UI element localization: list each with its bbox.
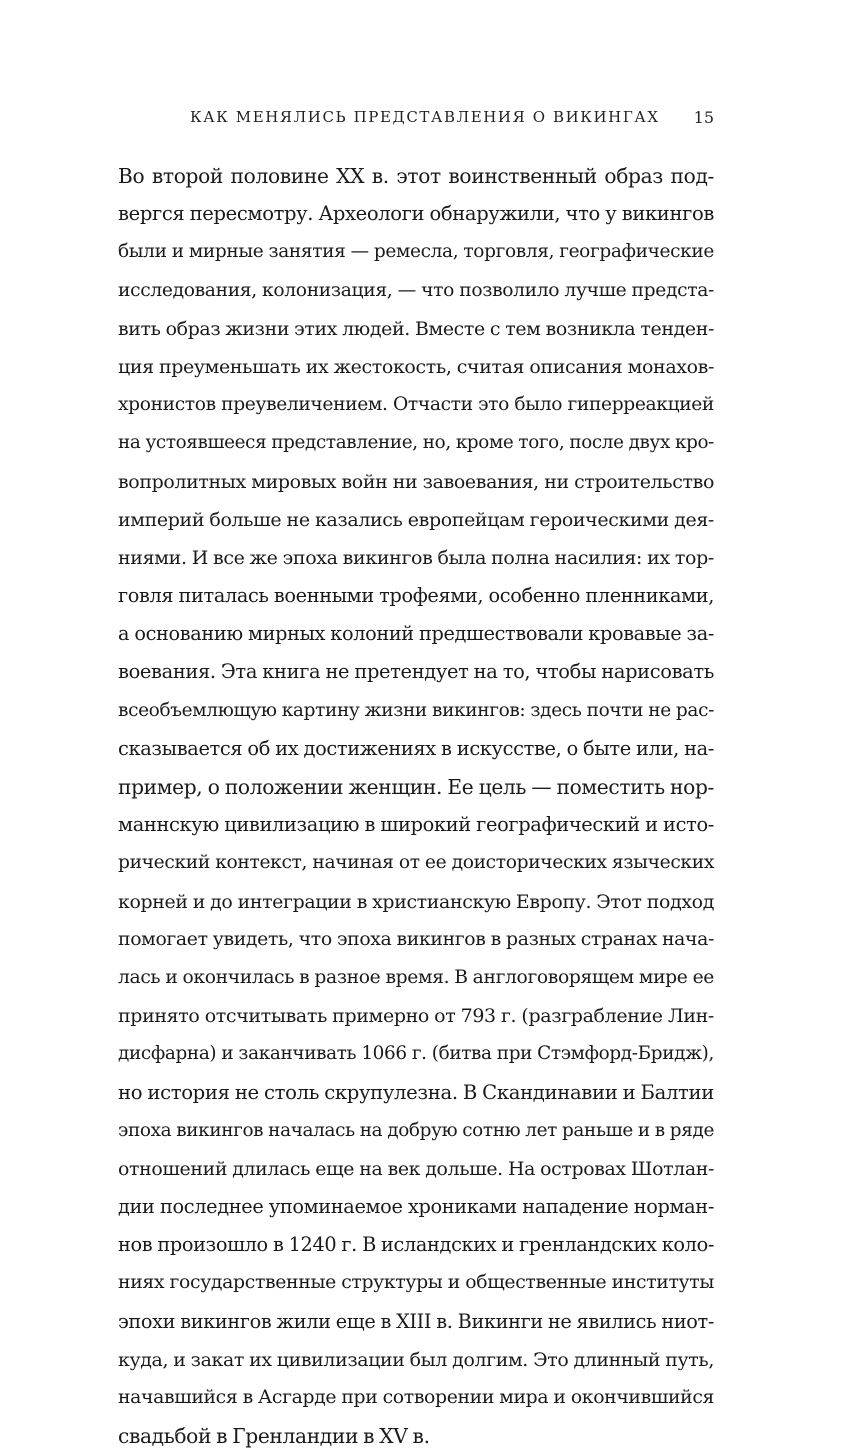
text-line: воевания. Эта книга не претендует на то, чтобы нарисовать <box>118 660 714 684</box>
text-line: рический контекст, начиная от ее доисторических языческих <box>118 852 714 874</box>
text-line: были и мирные занятия — ремесла, торговля, географические <box>118 241 714 263</box>
text-line: но история не столь скрупулезна. В Скандинавии и Балтии <box>118 1080 714 1104</box>
text-line: лась и окончилась в разное время. В англоговорящем мире ее <box>118 966 714 988</box>
text-line: дии последнее упоминаемое хрониками нападение норман- <box>118 1195 714 1219</box>
text-line: корней и до интеграции в христианскую Европу. Этот подход <box>118 890 714 913</box>
text-line: эпохи викингов жили еще в XIII в. Викинги не явились ниот- <box>118 1309 714 1333</box>
text-line: начавшийся в Асгарде при сотворении мира и окончившийся <box>118 1387 714 1408</box>
text-line: помогает увидеть, что эпоха викингов в разных странах нача- <box>118 928 714 950</box>
text-line: всеобъемлющую картину жизни викингов: здесь почти не рас- <box>118 699 714 721</box>
page-number: 15 <box>693 108 714 127</box>
text-line: говля питалась военными трофеями, особенно пленниками, <box>118 584 714 608</box>
text-line: принято отсчитывать примерно от 793 г. (разграбление Лин- <box>118 1005 714 1028</box>
running-title: КАК МЕНЯЛИСЬ ПРЕДСТАВЛЕНИЯ О ВИКИНГАХ <box>190 108 660 126</box>
text-line: на устоявшееся представление, но, кроме того, после двух кро- <box>118 432 714 454</box>
running-header <box>118 108 714 132</box>
text-line: куда, и закат их цивилизации был долгим. Это длинный путь, <box>118 1348 714 1371</box>
text-line: сказывается об их достижениях в искусстве, о быте или, на- <box>118 736 714 760</box>
text-line: дисфарна) и заканчивать 1066 г. (битва при Стэмфорд-Бридж), <box>118 1043 714 1065</box>
text-line: вить образ жизни этих людей. Вместе с тем возникла тенден- <box>118 317 714 340</box>
text-line: пример, о положении женщин. Ее цель — поместить нор- <box>118 775 714 799</box>
text-line: вергся пересмотру. Археологи обнаружили, что у викингов <box>118 202 714 226</box>
text-line: а основанию мирных колоний предшествовали кровавые за- <box>118 622 714 646</box>
text-line: отношений длилась еще на век дольше. На островах Шотлан- <box>118 1157 714 1180</box>
text-line: свадьбой в Гренландии в XV в. <box>118 1424 430 1449</box>
text-line: маннскую цивилизацию в широкий географический и исто- <box>118 813 714 837</box>
text-line: Во второй половине XX в. этот воинственный образ под- <box>118 164 714 188</box>
text-line: ция преуменьшать их жестокость, считая описания монахов- <box>118 355 714 378</box>
text-line: нов произошло в 1240 г. В исландских и гренландских коло- <box>118 1233 714 1257</box>
text-line: империй больше не казались европейцам героическими дея- <box>118 508 714 531</box>
text-line: ниями. И все же эпоха викингов была полна насилия: их тор- <box>118 546 714 569</box>
text-line: эпоха викингов началась на добрую сотню лет раньше и в ряде <box>118 1119 714 1141</box>
text-line: исследования, колонизация, — что позволило лучше предста- <box>118 279 714 301</box>
text-line: вопролитных мировых войн ни завоевания, ни строительство <box>118 470 714 493</box>
text-line: хронистов преувеличением. Отчасти это было гиперреакцией <box>118 394 714 416</box>
main-paragraph <box>118 157 714 1455</box>
text-line: ниях государственные структуры и общественные институты <box>118 1272 714 1294</box>
